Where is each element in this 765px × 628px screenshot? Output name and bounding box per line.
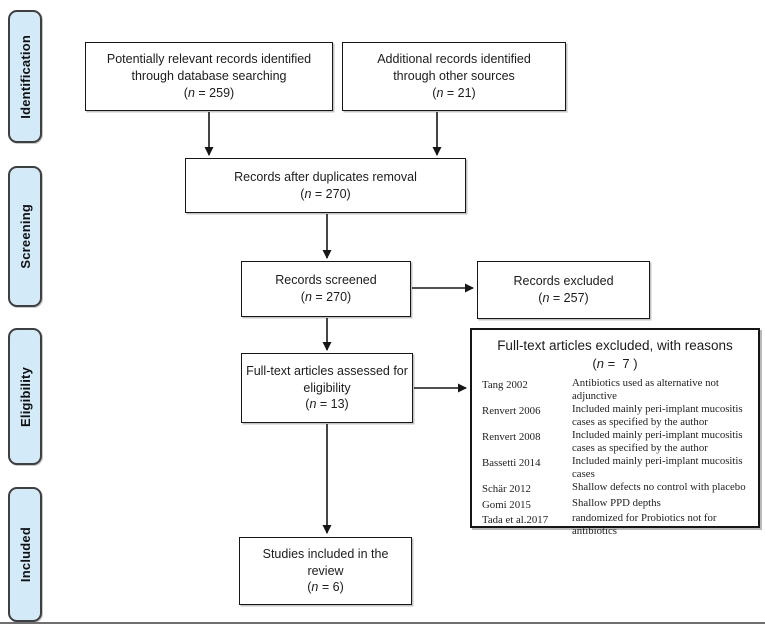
box-records-excluded-label: Records excluded [513,274,614,289]
count-open: ( [307,580,312,595]
stage-eligibility-label: Eligibility [17,366,33,427]
exclusion-reason: Shallow defects no control with placebo [572,481,746,494]
count-rest: = 13) [316,397,349,412]
box-other-sources-count [432,85,475,102]
count-rest: = 257) [549,291,589,305]
count-n: n [304,186,312,201]
box-records-screened-count [301,289,351,306]
box-records-screened [241,261,411,317]
box-after-duplicates [185,158,466,213]
count-open: ( [300,186,305,201]
box-fulltext-assessed-label: Full-text articles assessed for eligibility [246,363,408,395]
count-rest: = 270) [311,186,351,201]
stage-identification [8,10,42,143]
box-other-sources-label: Additional records identified through other sources [377,52,531,84]
count-rest: = 259) [194,85,235,100]
exclusion-study: Gomi 2015 [482,498,531,511]
count-n: n [542,291,550,305]
count-rest: = 6) [318,580,344,595]
box-database-search-count [184,85,234,102]
box-records-excluded [477,261,650,319]
stage-identification-label: Identification [17,34,33,119]
count-open: ( [592,356,597,371]
exclusion-reasons-table [482,377,758,537]
box-fulltext-excluded [470,328,760,537]
count-n: n [311,580,319,595]
exclusion-study: Schär 2012 [482,483,531,496]
stage-included-label: Included [17,526,33,583]
count-n: n [309,397,317,412]
count-n: n [304,290,312,304]
box-database-search [85,42,333,111]
count-n: n [187,85,195,100]
exclusion-reason: Included mainly peri-implant mucositis cases as specified by the author [572,403,743,428]
exclusion-study: Bassetti 2014 [482,457,541,470]
box-after-duplicates-count [300,186,350,203]
count-n: n [596,356,604,371]
box-database-search-label: Potentially relevant records identified through database searching [106,52,312,84]
count-open: ( [305,397,310,412]
count-open: ( [538,291,543,305]
exclusion-study: Tada et al.2017 [482,514,549,527]
box-studies-included-label: Studies included in the review [262,546,389,578]
exclusion-reason: Antibiotics used as alternative not adjunctive [572,377,719,402]
count-open: ( [432,85,437,100]
count-n: n [436,85,444,100]
figure-bottom-border [0,622,765,624]
exclusion-reason: Included mainly peri-implant mucositis cases [572,455,743,480]
box-fulltext-assessed-count [305,396,348,413]
box-studies-included-count [307,579,344,596]
box-other-sources [342,42,566,111]
count-rest: = 7 ) [603,356,638,371]
box-fulltext-assessed [241,353,413,423]
count-rest: = 21) [443,85,476,100]
exclusion-reason: Shallow PPD depths [572,496,661,509]
count-open: ( [183,85,188,100]
exclusion-reason: randomized for Probiotics not for antibiotics [572,512,717,537]
box-records-excluded-count [538,290,588,307]
exclusion-study: Renvert 2008 [482,431,541,444]
exclusion-study: Tang 2002 [482,379,528,391]
stage-included [8,487,42,622]
stage-screening [8,166,42,307]
box-fulltext-excluded-count [472,356,758,371]
box-after-duplicates-label: Records after duplicates removal [234,169,417,184]
box-records-screened-label: Records screened [275,273,377,288]
box-fulltext-excluded-title: Full-text articles excluded, with reasons [497,338,733,353]
exclusion-reason: Included mainly peri-implant mucositis cases as specified by the author [572,429,743,454]
box-studies-included [239,537,412,605]
count-rest: = 270) [311,290,352,304]
stage-screening-label: Screening [17,204,33,269]
count-open: ( [300,290,305,304]
exclusion-study: Renvert 2006 [482,405,541,418]
stage-eligibility [8,328,42,465]
